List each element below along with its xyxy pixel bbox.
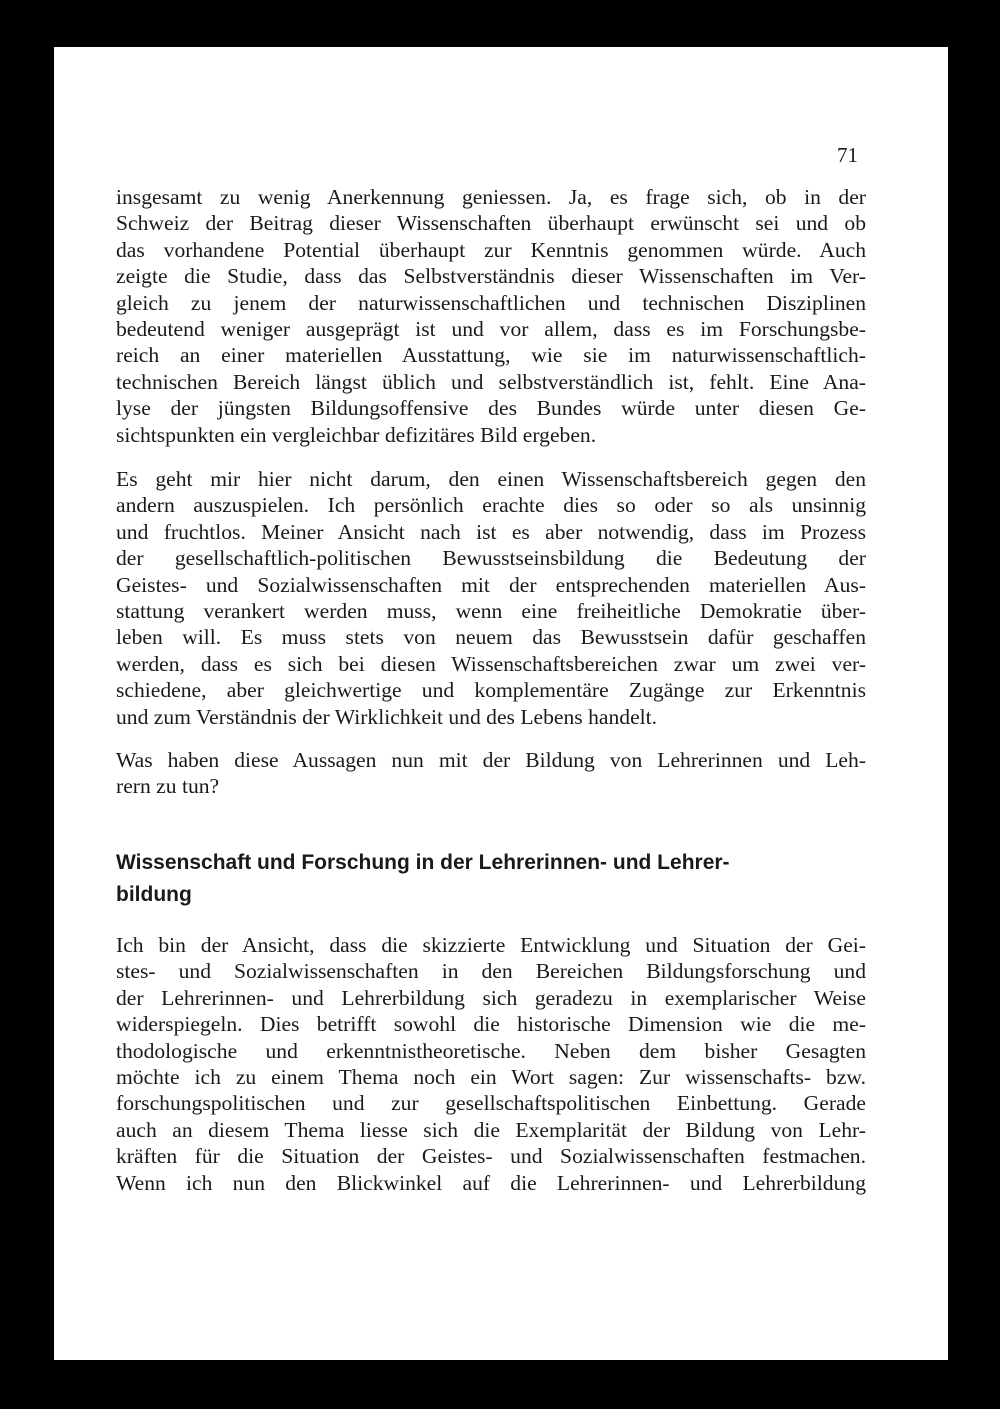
paragraph-3 — [116, 747, 866, 800]
text-line: thodologische und erkenntnistheoretische. Neben dem bisher Gesagten — [116, 1038, 866, 1063]
text-line: der gesellschaftlich-politischen Bewusstseinsbildung die Bedeutung der — [116, 546, 866, 571]
text-line: insgesamt zu wenig Anerkennung geniessen. Ja, es frage sich, ob in der — [116, 185, 866, 209]
section-heading — [116, 847, 876, 911]
text-line: Ich bin der Ansicht, dass die skizzierte Entwicklung und Situation der Gei- — [116, 933, 866, 957]
text-line: andern auszuspielen. Ich persönlich erachte dies so oder so als unsinnig — [116, 493, 866, 518]
text-line: das vorhandene Potential überhaupt zur Kenntnis genommen würde. Auch — [116, 237, 866, 262]
text-line: Schweiz der Beitrag dieser Wissenschaften überhaupt erwünscht sei und ob — [116, 211, 866, 236]
text-line: werden, dass es sich bei diesen Wissenschaftsbereichen zwar um zwei ver- — [116, 651, 866, 676]
text-line: zeigte die Studie, dass das Selbstverständnis dieser Wissenschaften im Ver- — [116, 264, 866, 289]
text-line: und zum Verständnis der Wirklichkeit und des Lebens handelt. — [116, 704, 658, 729]
text-line: widerspiegeln. Dies betrifft sowohl die historische Dimension wie die me- — [116, 1012, 866, 1037]
text-line: stattung verankert werden muss, wenn eine freiheitliche Demokratie über- — [116, 598, 866, 623]
section-heading-line: Wissenschaft und Forschung in der Lehrerinnen- und Lehrer- — [116, 851, 730, 874]
text-line: Was haben diese Aussagen nun mit der Bildung von Lehrerinnen und Leh- — [116, 748, 866, 772]
page-number: 71 — [837, 143, 858, 167]
paragraph-1 — [116, 184, 866, 448]
text-line: kräften für die Situation der Geistes- und Sozialwissenschaften festmachen. — [116, 1144, 866, 1169]
text-line: auch an diesem Thema liesse sich die Exemplarität der Bildung von Lehr- — [116, 1117, 866, 1142]
text-line: gleich zu jenem der naturwissenschaftlichen und technischen Disziplinen — [116, 290, 866, 315]
text-line: leben will. Es muss stets von neuem das Bewusstsein dafür geschaffen — [116, 625, 866, 650]
text-line: bedeutend weniger ausgeprägt ist und vor allem, dass es im Forschungsbe- — [116, 316, 866, 341]
text-line: forschungspolitischen und zur gesellschaftspolitischen Einbettung. Gerade — [116, 1091, 866, 1116]
section-heading-line: bildung — [116, 883, 192, 906]
text-line: Wenn ich nun den Blickwinkel auf die Lehrerinnen- und Lehrerbildung — [116, 1170, 866, 1195]
text-line: technischen Bereich längst üblich und selbstverständlich ist, fehlt. Eine Ana- — [116, 369, 866, 394]
text-line: Es geht mir hier nicht darum, den einen Wissenschaftsbereich gegen den — [116, 467, 866, 491]
paragraph-2 — [116, 466, 866, 730]
section-paragraph — [116, 932, 866, 1196]
text-line: rern zu tun? — [116, 774, 220, 799]
text-line: möchte ich zu einem Thema noch ein Wort sagen: Zur wissenschafts- bzw. — [116, 1064, 866, 1089]
text-line: sichtspunkten ein vergleichbar defizitäres Bild ergeben. — [116, 422, 597, 447]
text-line: und fruchtlos. Meiner Ansicht nach ist es aber notwendig, dass im Prozess — [116, 519, 866, 544]
text-line: stes- und Sozialwissenschaften in den Bereichen Bildungsforschung und — [116, 959, 866, 984]
text-line: lyse der jüngsten Bildungsoffensive des Bundes würde unter diesen Ge- — [116, 396, 866, 421]
document-page — [54, 47, 948, 1360]
text-line: Geistes- und Sozialwissenschaften mit der entsprechenden materiellen Aus- — [116, 572, 866, 597]
text-line: schiedene, aber gleichwertige und komplementäre Zugänge zur Erkenntnis — [116, 678, 866, 703]
text-line: reich an einer materiellen Ausstattung, wie sie im naturwissenschaftlich- — [116, 343, 866, 368]
text-line: der Lehrerinnen- und Lehrerbildung sich geradezu in exemplarischer Weise — [116, 985, 866, 1010]
